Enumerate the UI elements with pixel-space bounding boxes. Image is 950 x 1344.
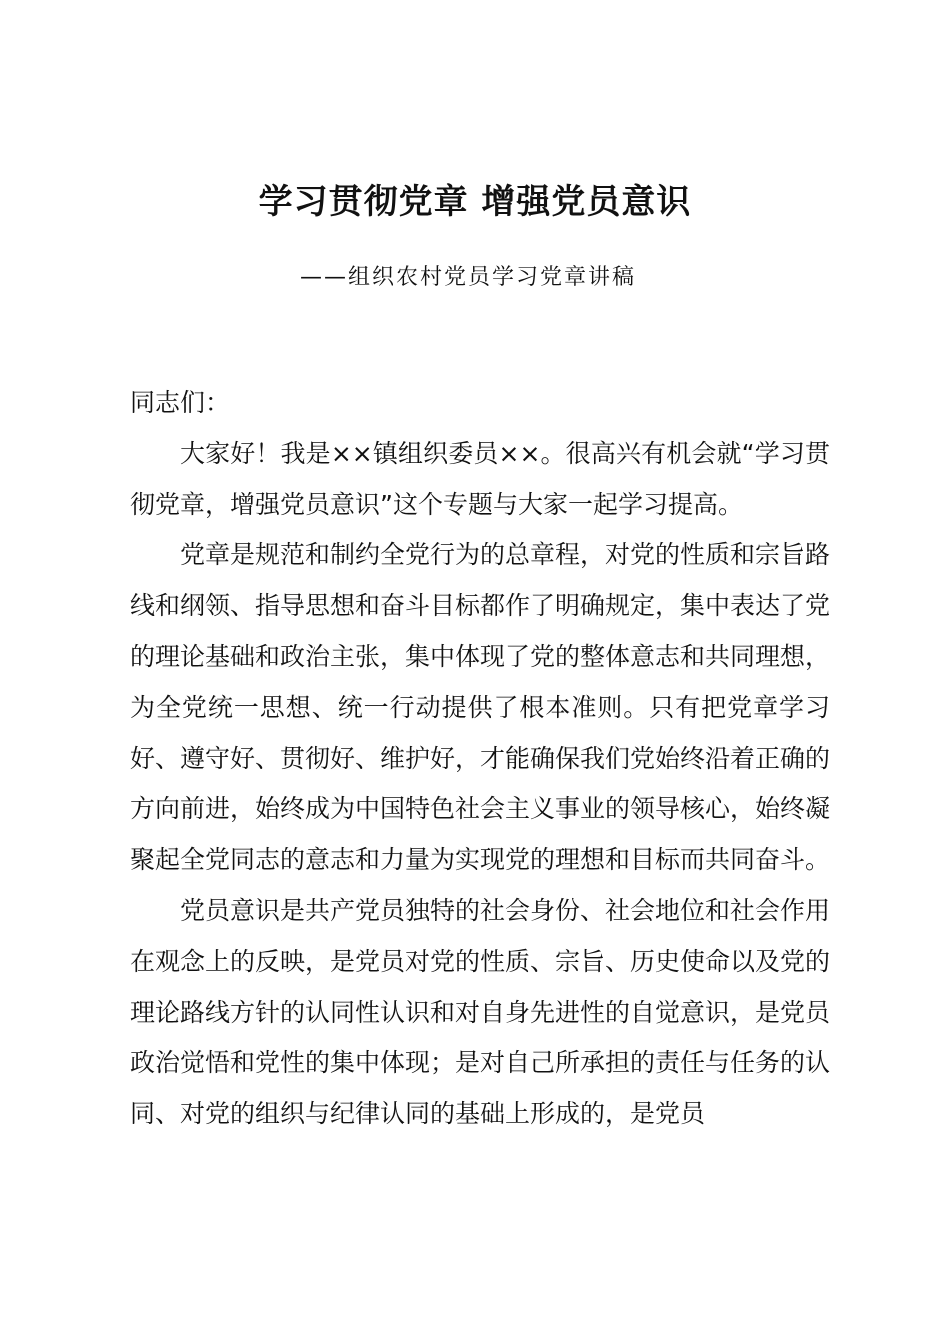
paragraph-greeting: 大家好！我是××镇组织委员××。很高兴有机会就“学习贯彻党章，增强党员意识”这个专题与大家一起学习提高。 — [130, 438, 830, 519]
paragraph-party-member-awareness: 党员意识是共产党员独特的社会身份、社会地位和社会作用在观念上的反映，是党员对党的性质、宗旨、历史使命以及党的理论路线方针的认同性认识和对自身先进性的自觉意识，是党员政治觉悟和党性的集中体现；是对自己所承担的责任与任务的认同、对党的组织与纪律认同的基础上形成的，是党员 — [130, 895, 831, 1129]
salutation: 同志们： — [130, 388, 231, 417]
document-body — [130, 378, 830, 1140]
paragraph-party-constitution: 党章是规范和制约全党行为的总章程，对党的性质和宗旨路线和纲领、指导思想和奋斗目标都作了明确规定，集中表达了党的理论基础和政治主张，集中体现了党的整体意志和共同理想，为全党统一思想、统一行动提供了根本准则。只有把党章学习好、遵守好、贯彻好、维护好，才能确保我们党始终沿着正确的方向前进，始终成为中国特色社会主义事业的领导核心，始终凝聚起全党同志的意志和力量为实现党的理想和目标而共同奋斗。 — [130, 540, 831, 875]
document-title: 学习贯彻党章 增强党员意识 — [258, 182, 692, 222]
document-subtitle: ——组织农村党员学习党章讲稿 — [300, 265, 637, 290]
